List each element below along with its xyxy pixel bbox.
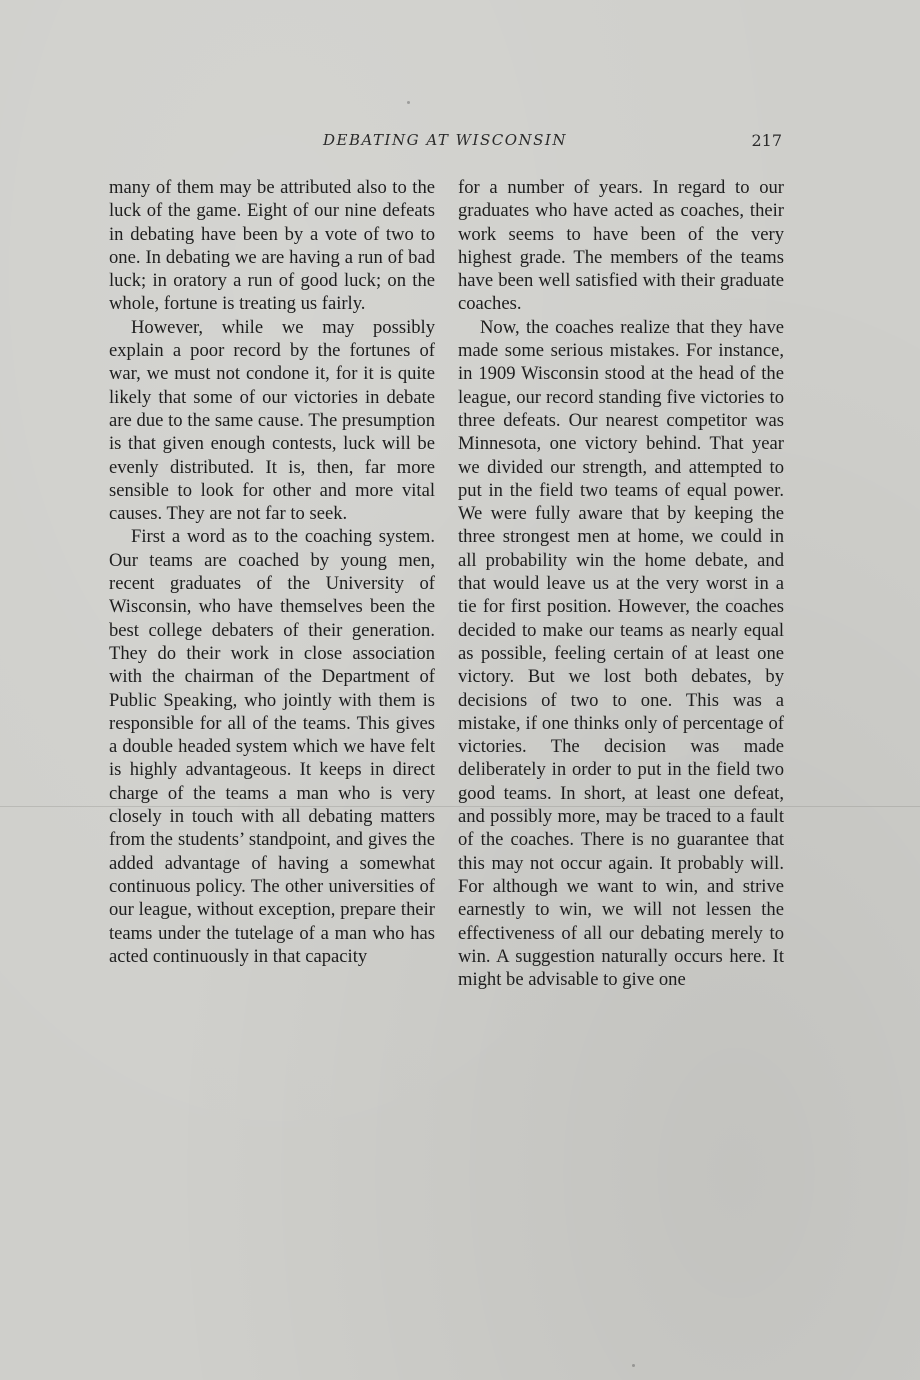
left-text-column — [109, 176, 435, 968]
right-text-column — [458, 176, 784, 991]
paper-speck — [407, 101, 410, 104]
running-head — [100, 131, 790, 155]
paragraph: many of them may be attributed also to the luck of the game. Eight of our nine defeats in debating have been by a vote of two to one. In debating we are having a run of bad luck; in oratory a run of good luck; on the whole, fortune is treating us fairly. — [109, 177, 435, 315]
running-title: DEBATING AT WISCONSIN — [323, 131, 567, 149]
paragraph: for a number of years. In regard to our graduates who have acted as coaches, their work seems to have been of the very highest grade. The members of the teams have been well satisfied with their graduate coaches. — [458, 177, 784, 315]
paragraph: However, while we may possibly explain a poor record by the fortunes of war, we must not condone it, for it is quite likely that some of our victories in debate are due to the same cause. The presumption is that given enough contests, luck will be evenly distributed. It is, then, far more sensible to look for other and more vital causes. They are not far to seek. — [109, 316, 435, 525]
paper-speck — [632, 1364, 635, 1367]
paragraph: Now, the coaches realize that they have made some serious mistakes. For instance, in 1909 Wisconsin stood at the head of the league, our record standing five victories to three defeats. Our nearest competitor was Minnesota, one victory behind. That year we divided our strength, and attempted to put in the field two teams of equal power. We were fully aware that by keeping the three strongest men at home, we could in all probability win the home debate, and that would leave us at the very worst in a tie for first position. However, the coaches decided to make our teams as nearly equal as possible, feeling certain of at least one victory. But we lost both debates, by decisions of two to one. This was a mistake, if one thinks only of percentage of victories. The decision was made deliberately in order to put in the field two good teams. In short, at least one defeat, and possibly more, may be traced to a fault of the coaches. There is no guarantee that this may not occur again. It probably will. For although we want to win, and strive earnestly to win, we will not lessen the effectiveness of all our debating merely to win. A suggestion naturally occurs here. It might be advisable to give one — [458, 316, 784, 991]
page-number: 217 — [751, 131, 782, 150]
paragraph: First a word as to the coaching system. Our teams are coached by young men, recent graduates of the University of Wisconsin, who have themselves been the best college debaters of their generation. They do their work in close association with the chairman of the Department of Public Speaking, who jointly with them is responsible for all of the teams. This gives a double headed system which we have felt is highly advantageous. It keeps in direct charge of the teams a man who is very closely in touch with all debating matters from the students’ standpoint, and gives the added advantage of having a somewhat continuous policy. The other universities of our league, without exception, prepare their teams under the tutelage of a man who has acted continuously in that capacity — [109, 526, 435, 967]
